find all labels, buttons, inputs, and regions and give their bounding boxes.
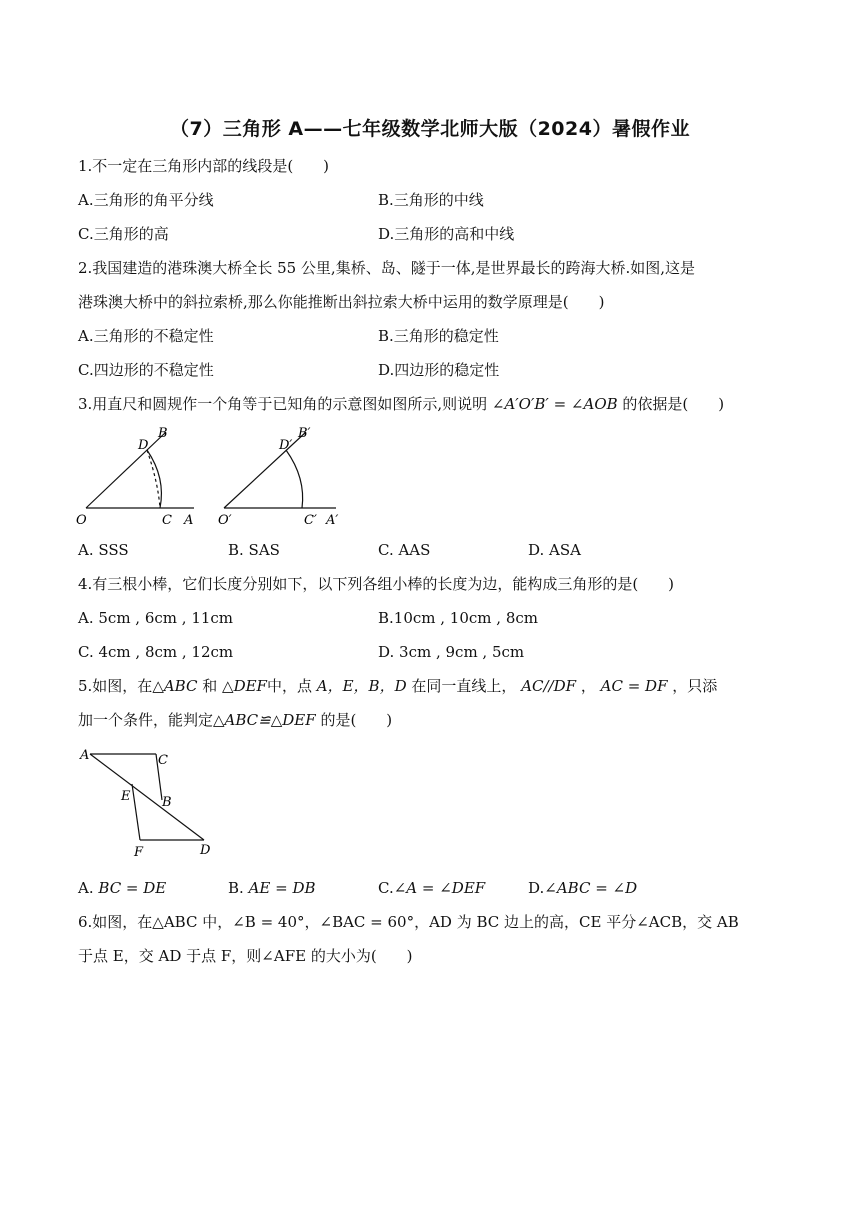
q4-option-a: A. 5cm , 6cm , 11cm [78, 609, 234, 627]
question-1-stem: 1.不一定在三角形内部的线段是( ) [78, 157, 330, 175]
question-3-stem [78, 394, 724, 414]
q5-line2-text-a: 加一个条件，能判定 [78, 711, 214, 729]
q3-label-o: O [76, 513, 87, 528]
question-6-stem-line-2: 于点 E，交 AD 于点 F，则∠AFE 的大小为( ) [78, 947, 413, 965]
q5-option-b-letter: B. [228, 879, 244, 897]
q5-option-c-text: ∠A = ∠DEF [393, 879, 486, 897]
question-4-stem: 4.有三根小棒，它们长度分别如下，以下列各组小棒的长度为边，能构成三角形的是( ) [78, 575, 675, 593]
q3-stem-math: ∠A′O′B′ = ∠AOB [491, 395, 618, 413]
q3-stem-prefix: 3.用直尺和圆规作一个角等于已知角的示意图如图所示,则说明 [78, 395, 488, 413]
q5-text-e: ， [580, 677, 596, 695]
q5-text-b: 和 [202, 677, 218, 695]
q5-label-b: B [162, 795, 172, 810]
question-6-stem-line-1: 6.如图，在△ABC 中，∠B = 40°，∠BAC = 60°，AD 为 BC 边上的高，CE 平分∠ACB，交 AB [78, 913, 739, 931]
q3-label-b: B [158, 426, 168, 441]
question-5-stem-line-1 [78, 676, 717, 696]
q5-option-a [78, 878, 166, 898]
q3-label-d: D [138, 438, 149, 453]
q5-option-d-text: ∠ABC = ∠D [544, 879, 638, 897]
q3-label-a: A [184, 513, 194, 528]
q3-label-a-prime: A′ [326, 513, 339, 528]
q5-text-d: 在同一直线上， [411, 677, 517, 695]
q3-option-a: A. SSS [78, 541, 129, 559]
page-title: （7）三角形 A——七年级数学北师大版（2024）暑假作业 [170, 118, 690, 140]
question-2-stem-line-2: 港珠澳大桥中的斜拉索桥,那么你能推断出斜拉索大桥中运用的数学原理是( ) [78, 293, 605, 311]
q2-option-c: C.四边形的不稳定性 [78, 361, 214, 379]
q1-option-b: B.三角形的中线 [378, 191, 484, 209]
q5-option-d [528, 878, 637, 898]
q2-option-a: A.三角形的不稳定性 [78, 327, 214, 345]
q5-label-e: E [121, 789, 131, 804]
q4-option-c: C. 4cm , 8cm , 12cm [78, 643, 234, 661]
q5-label-d: D [200, 843, 211, 858]
question-5-stem-line-2 [78, 710, 392, 730]
q5-option-d-letter: D. [528, 879, 545, 897]
q5-option-b-text: AE = DB [248, 879, 316, 897]
question-2-stem-line-1: 2.我国建造的港珠澳大桥全长 55 公里,集桥、岛、隧于一体,是世界最长的跨海大桥.如图,这是 [78, 259, 696, 277]
q3-label-c: C [162, 513, 172, 528]
q5-text-a: 5.如图，在 [78, 677, 153, 695]
q1-option-a: A.三角形的角平分线 [78, 191, 214, 209]
q5-math-abc: △ABC [152, 677, 198, 695]
q5-line2-math: △ABC≌△DEF [213, 711, 316, 729]
q5-option-a-text: BC = DE [98, 879, 167, 897]
q3-angle-construction-figure [74, 422, 374, 532]
q5-math-parallel: AC//DF [521, 677, 577, 695]
q3-option-d: D. ASA [528, 541, 581, 559]
q4-option-b: B.10cm , 10cm , 8cm [378, 609, 538, 627]
q5-math-equal: AC = DF [600, 677, 668, 695]
q5-label-f: F [134, 845, 144, 860]
q5-math-def: △DEF [222, 677, 267, 695]
q3-label-b-prime: B′ [298, 426, 311, 441]
q5-text-f: ，只添 [672, 677, 718, 695]
q5-option-c-letter: C. [378, 879, 394, 897]
q5-label-a: A [80, 748, 90, 763]
q5-triangles-figure [74, 742, 224, 862]
q3-label-o-prime: O′ [218, 513, 232, 528]
q2-option-b: B.三角形的稳定性 [378, 327, 499, 345]
q3-label-c-prime: C′ [304, 513, 317, 528]
q3-option-b: B. SAS [228, 541, 280, 559]
q2-option-d: D.四边形的稳定性 [378, 361, 500, 379]
q1-option-c: C.三角形的高 [78, 225, 169, 243]
q5-option-a-letter: A. [78, 879, 94, 897]
q5-text-c: 中，点 [266, 677, 312, 695]
q5-line2-text-b: 的是( ) [320, 711, 393, 729]
q3-stem-suffix: 的依据是( ) [622, 395, 725, 413]
q5-option-b [228, 878, 316, 898]
q4-option-d: D. 3cm , 9cm , 5cm [378, 643, 525, 661]
q3-label-d-prime: D′ [279, 438, 293, 453]
q3-option-c: C. AAS [378, 541, 431, 559]
q5-math-points: A，E，B，D [316, 677, 407, 695]
q5-option-c [378, 878, 485, 898]
q5-label-c: C [158, 753, 168, 768]
q1-option-d: D.三角形的高和中线 [378, 225, 515, 243]
